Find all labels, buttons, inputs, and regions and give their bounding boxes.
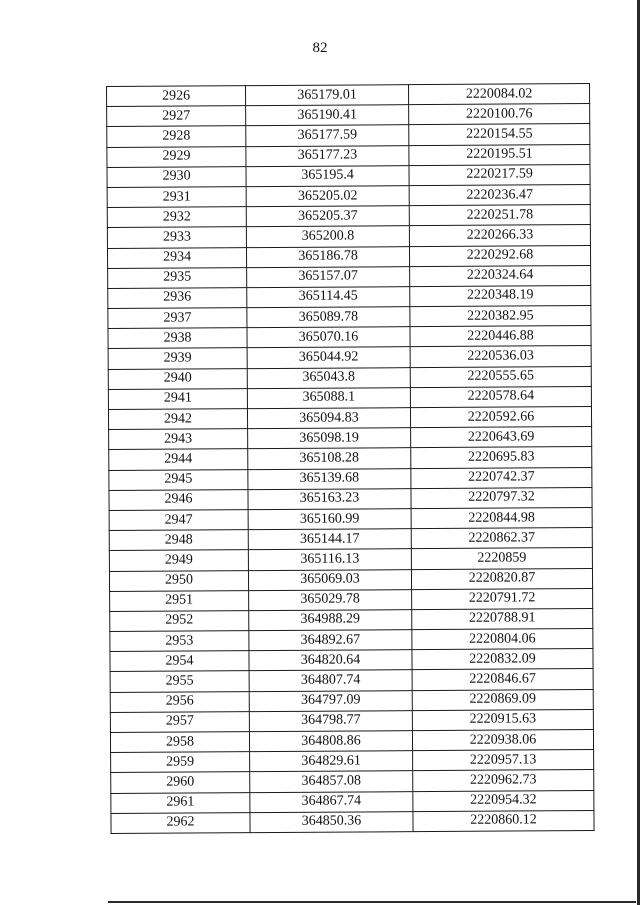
x-coordinate-cell: 364988.29: [249, 610, 412, 631]
y-coordinate-cell: 2220555.65: [410, 366, 591, 387]
x-coordinate-cell: 365044.92: [247, 347, 410, 368]
y-coordinate-cell: 2220869.09: [412, 689, 593, 710]
point-number-cell: 2944: [109, 449, 248, 470]
x-coordinate-cell: 364797.09: [249, 690, 412, 711]
y-coordinate-cell: 2220348.19: [410, 285, 591, 306]
x-coordinate-cell: 365108.28: [248, 448, 411, 469]
x-coordinate-cell: 365177.59: [246, 125, 409, 146]
point-number-cell: 2960: [111, 772, 250, 793]
x-coordinate-cell: 365098.19: [248, 428, 411, 449]
point-number-cell: 2945: [109, 469, 248, 490]
y-coordinate-cell: 2220859: [411, 548, 592, 569]
point-number-cell: 2939: [108, 348, 247, 369]
point-number-cell: 2934: [107, 247, 246, 268]
point-number-cell: 2948: [109, 530, 248, 551]
x-coordinate-cell: 365116.13: [248, 549, 411, 570]
point-number-cell: 2957: [110, 711, 249, 732]
x-coordinate-cell: 365190.41: [246, 105, 409, 126]
x-coordinate-cell: 365144.17: [248, 529, 411, 550]
y-coordinate-cell: 2220592.66: [410, 407, 591, 428]
x-coordinate-cell: 364807.74: [249, 670, 412, 691]
x-coordinate-cell: 365088.1: [247, 387, 410, 408]
x-coordinate-cell: 365205.02: [246, 186, 409, 207]
y-coordinate-cell: 2220938.06: [412, 730, 593, 751]
x-coordinate-cell: 365163.23: [248, 488, 411, 509]
y-coordinate-cell: 2220266.33: [409, 225, 590, 246]
coordinates-table: [106, 83, 595, 834]
table-row: [111, 810, 594, 833]
y-coordinate-cell: 2220862.37: [411, 528, 592, 549]
y-coordinate-cell: 2220236.47: [409, 184, 590, 205]
y-coordinate-cell: 2220915.63: [412, 709, 593, 730]
point-number-cell: 2928: [107, 126, 246, 147]
point-number-cell: 2959: [111, 752, 250, 773]
x-coordinate-cell: 364798.77: [249, 710, 412, 731]
point-number-cell: 2940: [108, 368, 247, 389]
y-coordinate-cell: 2220324.64: [410, 265, 591, 286]
point-number-cell: 2929: [107, 146, 246, 167]
x-coordinate-cell: 365114.45: [247, 287, 410, 308]
x-coordinate-cell: 365205.37: [246, 206, 409, 227]
x-coordinate-cell: 364867.74: [250, 791, 413, 812]
point-number-cell: 2938: [108, 328, 247, 349]
x-coordinate-cell: 364829.61: [250, 751, 413, 772]
y-coordinate-cell: 2220292.68: [409, 245, 590, 266]
x-coordinate-cell: 365070.16: [247, 327, 410, 348]
point-number-cell: 2949: [109, 550, 248, 571]
point-number-cell: 2936: [108, 288, 247, 309]
point-number-cell: 2943: [109, 429, 248, 450]
y-coordinate-cell: 2220957.13: [413, 750, 594, 771]
y-coordinate-cell: 2220962.73: [413, 770, 594, 791]
y-coordinate-cell: 2220382.95: [410, 306, 591, 327]
point-number-cell: 2961: [111, 792, 250, 813]
point-number-cell: 2951: [110, 590, 249, 611]
point-number-cell: 2955: [110, 671, 249, 692]
point-number-cell: 2927: [107, 106, 246, 127]
scan-edge-bottom: [108, 901, 636, 903]
point-number-cell: 2930: [107, 166, 246, 187]
x-coordinate-cell: 364857.08: [250, 771, 413, 792]
x-coordinate-cell: 365089.78: [247, 307, 410, 328]
point-number-cell: 2953: [110, 631, 249, 652]
x-coordinate-cell: 365029.78: [249, 589, 412, 610]
y-coordinate-cell: 2220788.91: [412, 608, 593, 629]
y-coordinate-cell: 2220954.32: [413, 790, 594, 811]
point-number-cell: 2954: [110, 651, 249, 672]
point-number-cell: 2946: [109, 489, 248, 510]
y-coordinate-cell: 2220804.06: [412, 629, 593, 650]
point-number-cell: 2952: [110, 611, 249, 632]
point-number-cell: 2942: [108, 409, 247, 430]
y-coordinate-cell: 2220084.02: [408, 84, 589, 105]
y-coordinate-cell: 2220217.59: [409, 164, 590, 185]
x-coordinate-cell: 365195.4: [246, 165, 409, 186]
y-coordinate-cell: 2220578.64: [410, 386, 591, 407]
x-coordinate-cell: 365177.23: [246, 145, 409, 166]
x-coordinate-cell: 365179.01: [246, 85, 409, 106]
y-coordinate-cell: 2220154.55: [409, 124, 590, 145]
x-coordinate-cell: 364850.36: [250, 811, 413, 832]
y-coordinate-cell: 2220797.32: [411, 487, 592, 508]
x-coordinate-cell: 365043.8: [247, 367, 410, 388]
x-coordinate-cell: 365157.07: [247, 266, 410, 287]
point-number-cell: 2933: [107, 227, 246, 248]
point-number-cell: 2947: [109, 510, 248, 531]
y-coordinate-cell: 2220846.67: [412, 669, 593, 690]
x-coordinate-cell: 364808.86: [249, 731, 412, 752]
y-coordinate-cell: 2220446.88: [410, 326, 591, 347]
x-coordinate-cell: 365139.68: [248, 468, 411, 489]
y-coordinate-cell: 2220860.12: [413, 810, 594, 831]
y-coordinate-cell: 2220536.03: [410, 346, 591, 367]
point-number-cell: 2937: [108, 308, 247, 329]
y-coordinate-cell: 2220742.37: [411, 467, 592, 488]
y-coordinate-cell: 2220791.72: [412, 588, 593, 609]
page-number: 82: [312, 40, 328, 56]
point-number-cell: 2935: [108, 267, 247, 288]
point-number-cell: 2962: [111, 812, 250, 833]
x-coordinate-cell: 365094.83: [247, 408, 410, 429]
y-coordinate-cell: 2220195.51: [409, 144, 590, 165]
y-coordinate-cell: 2220695.83: [411, 447, 592, 468]
y-coordinate-cell: 2220844.98: [411, 507, 592, 528]
x-coordinate-cell: 365200.8: [246, 226, 409, 247]
x-coordinate-cell: 364892.67: [249, 630, 412, 651]
point-number-cell: 2956: [110, 691, 249, 712]
x-coordinate-cell: 364820.64: [249, 650, 412, 671]
point-number-cell: 2931: [107, 187, 246, 208]
x-coordinate-cell: 365186.78: [246, 246, 409, 267]
point-number-cell: 2941: [108, 388, 247, 409]
point-number-cell: 2926: [107, 86, 246, 107]
point-number-cell: 2958: [110, 732, 249, 753]
point-number-cell: 2932: [107, 207, 246, 228]
y-coordinate-cell: 2220643.69: [411, 427, 592, 448]
point-number-cell: 2950: [109, 570, 248, 591]
y-coordinate-cell: 2220820.87: [411, 568, 592, 589]
y-coordinate-cell: 2220251.78: [409, 205, 590, 226]
y-coordinate-cell: 2220100.76: [409, 104, 590, 125]
coordinates-table-body: [107, 84, 595, 834]
x-coordinate-cell: 365069.03: [248, 569, 411, 590]
x-coordinate-cell: 365160.99: [248, 509, 411, 530]
y-coordinate-cell: 2220832.09: [412, 649, 593, 670]
